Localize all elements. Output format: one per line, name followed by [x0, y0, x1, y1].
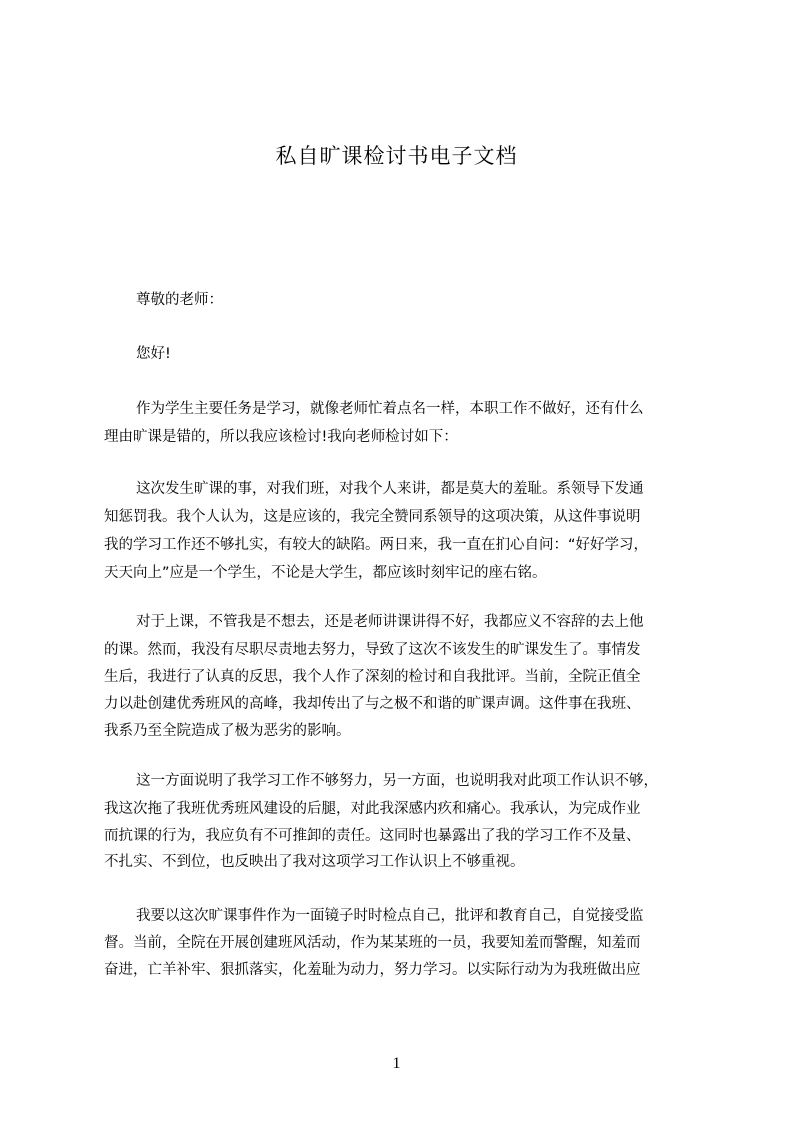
- paragraph-line: 不扎实、不到位，也反映出了我对这项学习工作认识上不够重视。: [104, 854, 525, 870]
- greeting: 您好!: [136, 346, 171, 362]
- paragraph-line: 天天向上”应是一个学生，不论是大学生，都应该时刻牢记的座右铭。: [104, 565, 547, 581]
- paragraph-line: 知惩罚我。我个人认为，这是应该的，我完全赞同系领导的这项决策，从这件事说明: [104, 509, 641, 525]
- paragraph-line: 我系乃至全院造成了极为恶劣的影响。: [104, 723, 351, 739]
- paragraph-line: 力以赴创建优秀班风的高峰，我却传出了与之极不和谐的旷课声调。这件事在我班、: [104, 696, 641, 712]
- paragraph-line: 理由旷课是错的，所以我应该检讨!我向老师检讨如下：: [104, 429, 458, 445]
- paragraph-line: 我的学习工作还不够扎实，有较大的缺陷。两日来，我一直在扪心自问：“好好学习，: [104, 537, 649, 553]
- paragraph-line: 生后，我进行了认真的反思，我个人作了深刻的检讨和自我批评。当前，全院正值全: [104, 669, 641, 685]
- paragraph-line: 而抗课的行为，我应负有不可推卸的责任。这同时也暴露出了我的学习工作不及量、: [104, 828, 641, 844]
- document-title: 私自旷课检讨书电子文档: [275, 144, 518, 168]
- paragraph-line: 这一方面说明了我学习工作不够努力，另一方面，也说明我对此项工作认识不够，: [136, 773, 658, 789]
- paragraph-line: 这次发生旷课的事，对我们班，对我个人来讲，都是莫大的羞耻。系领导下发通: [136, 481, 644, 497]
- paragraph-line: 督。当前，全院在开展创建班风活动，作为某某班的一员，我要知羞而警醒，知羞而: [104, 935, 641, 951]
- paragraph-line: 作为学生主要任务是学习，就像老师忙着点名一样，本职工作不做好，还有什么: [136, 401, 644, 417]
- paragraph-line: 对于上课，不管我是不想去，还是老师讲课讲得不好，我都应义不容辞的去上他: [136, 614, 644, 630]
- paragraph-line: 的课。然而，我没有尽职尽责地去努力，导致了这次不该发生的旷课发生了。事情发: [104, 642, 641, 658]
- page-number: 1: [392, 1055, 401, 1072]
- paragraph-line: 我这次拖了我班优秀班风建设的后腿，对此我深感内疚和痛心。我承认，为完成作业: [104, 801, 641, 817]
- salutation: 尊敬的老师：: [136, 292, 223, 308]
- paragraph-line: 我要以这次旷课事件作为一面镜子时时检点自己，批评和教育自己，自觉接受监: [136, 908, 644, 924]
- paragraph-line: 奋进，亡羊补牢、狠抓落实，化羞耻为动力，努力学习。以实际行动为为我班做出应: [104, 962, 641, 978]
